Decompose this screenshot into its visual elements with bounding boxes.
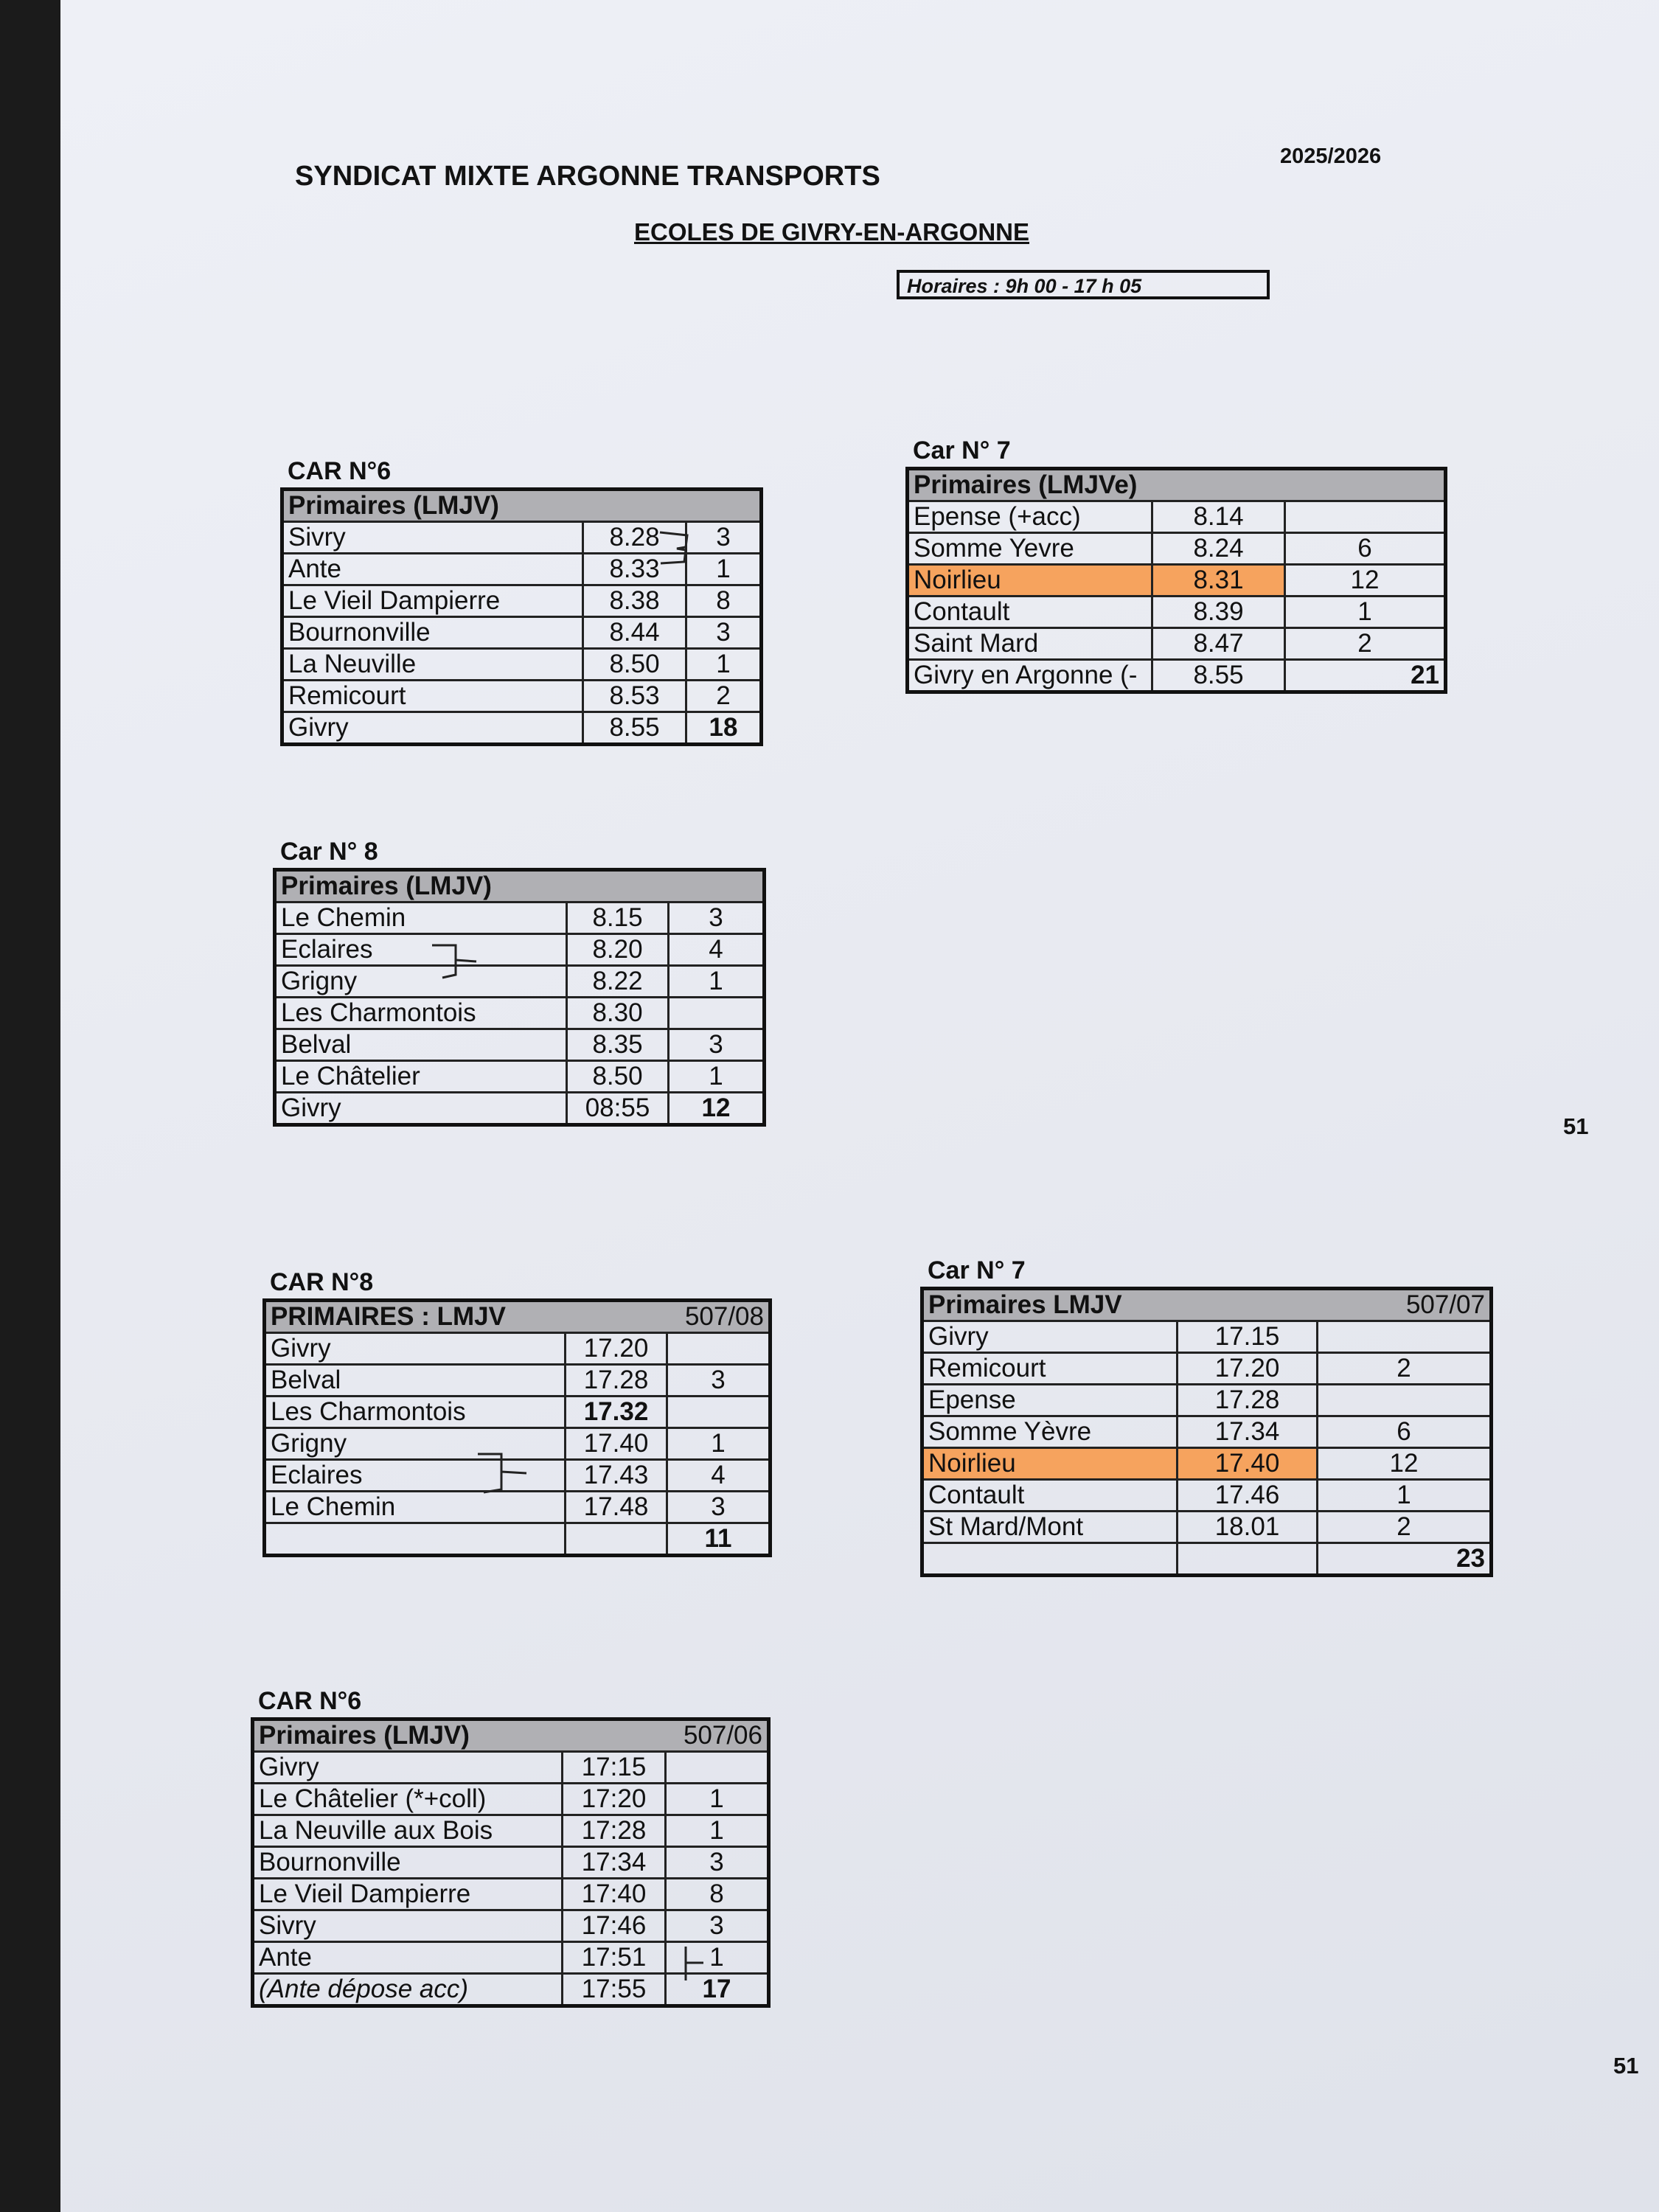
- pupil-count: 3: [686, 522, 762, 554]
- stop-time: 08:55: [567, 1093, 669, 1125]
- stop-name: Givry en Argonne (-: [908, 660, 1152, 692]
- line-code: 507/07: [1405, 1290, 1485, 1319]
- stop-time: 17.48: [566, 1492, 667, 1523]
- stop-time: 8.55: [1152, 660, 1285, 692]
- stop-name: Remicourt: [282, 681, 583, 712]
- stop-time: 8.24: [1152, 533, 1285, 565]
- stop-name: Les Charmontois: [275, 998, 567, 1029]
- car6-afternoon-title: CAR N°6: [258, 1687, 362, 1715]
- pupil-total: 18: [686, 712, 762, 745]
- stop-name: Saint Mard: [908, 628, 1152, 660]
- car7-morning-title: Car N° 7: [913, 437, 1011, 465]
- stop-time: 17.20: [1178, 1353, 1318, 1385]
- stop-name: Givry: [922, 1321, 1178, 1353]
- stop-name: Ante: [282, 554, 583, 585]
- stop-time: 17:51: [563, 1942, 666, 1974]
- stop-name: Givry: [275, 1093, 567, 1125]
- pupil-count: 6: [1285, 533, 1446, 565]
- stop-time: 17:15: [563, 1752, 666, 1784]
- pupil-count: 12: [1318, 1448, 1492, 1480]
- stop-name: (Ante dépose acc): [253, 1974, 563, 2006]
- pupil-count: 1: [666, 1942, 769, 1974]
- stop-name: Le Châtelier: [275, 1061, 567, 1093]
- stop-time: 8.47: [1152, 628, 1285, 660]
- pupil-count: 3: [686, 617, 762, 649]
- pupil-count: 8: [666, 1879, 769, 1910]
- stop-time: 8.55: [583, 712, 686, 745]
- pupil-count: 2: [1285, 628, 1446, 660]
- car8-morning-title: Car N° 8: [280, 838, 378, 866]
- pupil-count: 1: [686, 554, 762, 585]
- pupil-count: 1: [669, 966, 765, 998]
- pupil-total: 23: [1318, 1543, 1492, 1576]
- stop-time: 17.28: [566, 1365, 667, 1397]
- stop-name: Somme Yèvre: [922, 1416, 1178, 1448]
- school-name: ECOLES DE GIVRY-EN-ARGONNE: [634, 218, 1030, 246]
- stop-time: 17.28: [1178, 1385, 1318, 1416]
- stop-time: 17.43: [566, 1460, 667, 1492]
- stop-name: La Neuville aux Bois: [253, 1815, 563, 1847]
- stop-time: 17.15: [1178, 1321, 1318, 1353]
- page-number-right: 51: [1563, 1113, 1589, 1139]
- school-year: 2025/2026: [1280, 145, 1382, 168]
- pupil-count: 3: [669, 902, 765, 934]
- stop-name: Contault: [922, 1480, 1178, 1512]
- stop-time: 8.38: [583, 585, 686, 617]
- pupil-count: 2: [1318, 1353, 1492, 1385]
- bracket-mark: [478, 1454, 526, 1492]
- stop-name: Eclaires: [265, 1460, 566, 1492]
- stop-time: 8.20: [567, 934, 669, 966]
- organization-title: SYNDICAT MIXTE ARGONNE TRANSPORTS: [295, 161, 880, 192]
- stop-time: 8.53: [583, 681, 686, 712]
- pupil-count: 3: [666, 1910, 769, 1942]
- pupil-count: 2: [1318, 1512, 1492, 1543]
- stop-name: Le Chemin: [275, 902, 567, 934]
- stop-name: Sivry: [253, 1910, 563, 1942]
- stop-time: 17:34: [563, 1847, 666, 1879]
- car8-afternoon-title: CAR N°8: [270, 1268, 374, 1296]
- pupil-count: 6: [1318, 1416, 1492, 1448]
- stop-name: Contault: [908, 597, 1152, 628]
- bracket-mark: [686, 1947, 703, 1980]
- stop-time: 17:20: [563, 1784, 666, 1815]
- pupil-count: 1: [667, 1428, 771, 1460]
- stop-name: Le Châtelier (*+coll): [253, 1784, 563, 1815]
- stop-time: 8.15: [567, 902, 669, 934]
- stop-name: Sivry: [282, 522, 583, 554]
- car6-morning-title: CAR N°6: [288, 457, 392, 485]
- table-header: Primaires (LMJV): [282, 490, 762, 522]
- bracket-mark: [660, 532, 687, 563]
- stop-name: Epense (+acc): [908, 501, 1152, 533]
- pupil-count: 3: [666, 1847, 769, 1879]
- line-code: 507/06: [683, 1721, 762, 1750]
- stop-time: 8.50: [567, 1061, 669, 1093]
- pupil-count: 2: [686, 681, 762, 712]
- stop-time: 8.35: [567, 1029, 669, 1061]
- stop-time: 17:55: [563, 1974, 666, 2006]
- stop-time: 18.01: [1178, 1512, 1318, 1543]
- bracket-mark: [432, 945, 476, 978]
- stop-time: 8.31: [1152, 565, 1285, 597]
- stop-time: 8.50: [583, 649, 686, 681]
- pupil-count: 3: [669, 1029, 765, 1061]
- table-header: Primaires (LMJVe): [908, 469, 1446, 501]
- stop-name: La Neuville: [282, 649, 583, 681]
- stop-name: Givry: [282, 712, 583, 745]
- stop-name: Ante: [253, 1942, 563, 1974]
- stop-name: Le Vieil Dampierre: [253, 1879, 563, 1910]
- pupil-count: 12: [1285, 565, 1446, 597]
- stop-time: 17.34: [1178, 1416, 1318, 1448]
- stop-time: 8.14: [1152, 501, 1285, 533]
- stop-name: Somme Yevre: [908, 533, 1152, 565]
- pupil-count: 4: [669, 934, 765, 966]
- stop-name: St Mard/Mont: [922, 1512, 1178, 1543]
- stop-time: 8.33: [583, 554, 686, 585]
- pupil-count: 1: [1318, 1480, 1492, 1512]
- pupil-count: 1: [1285, 597, 1446, 628]
- stop-name: Eclaires: [275, 934, 567, 966]
- pupil-count: 1: [666, 1784, 769, 1815]
- stop-name: Belval: [275, 1029, 567, 1061]
- stop-name: Givry: [253, 1752, 563, 1784]
- car7-afternoon-title: Car N° 7: [928, 1256, 1026, 1284]
- stop-time: 8.22: [567, 966, 669, 998]
- pupil-count: 3: [667, 1365, 771, 1397]
- table-header-label: PRIMAIRES : LMJV: [271, 1302, 506, 1331]
- pupil-count: 4: [667, 1460, 771, 1492]
- pupil-count: 8: [686, 585, 762, 617]
- stop-time: 17.32: [566, 1397, 667, 1428]
- pupil-count: 1: [669, 1061, 765, 1093]
- stop-name: Grigny: [275, 966, 567, 998]
- stop-time: 17.20: [566, 1333, 667, 1365]
- pupil-count: 3: [667, 1492, 771, 1523]
- pupil-count: 1: [666, 1815, 769, 1847]
- stop-name: Epense: [922, 1385, 1178, 1416]
- pupil-total: 17: [666, 1974, 769, 2006]
- stop-name: Noirlieu: [908, 565, 1152, 597]
- pupil-total: 12: [669, 1093, 765, 1125]
- stop-name: Le Vieil Dampierre: [282, 585, 583, 617]
- hours-box: Horaires : 9h 00 - 17 h 05: [897, 270, 1270, 299]
- stop-time: 17.40: [1178, 1448, 1318, 1480]
- stop-name: Bournonville: [282, 617, 583, 649]
- line-code: 507/08: [684, 1302, 764, 1331]
- table-header: Primaires (LMJV): [275, 870, 765, 902]
- stop-time: 8.30: [567, 998, 669, 1029]
- stop-time: 17.46: [1178, 1480, 1318, 1512]
- stop-time: 8.39: [1152, 597, 1285, 628]
- pupil-total: 11: [667, 1523, 771, 1556]
- stop-name: Remicourt: [922, 1353, 1178, 1385]
- stop-name: Belval: [265, 1365, 566, 1397]
- stop-time: 8.44: [583, 617, 686, 649]
- stop-time: 8.28: [583, 522, 686, 554]
- table-header-label: Primaires (LMJV): [259, 1721, 470, 1750]
- stop-time: 17.40: [566, 1428, 667, 1460]
- page-number-bottom: 51: [1613, 2053, 1639, 2079]
- stop-time: 17:40: [563, 1879, 666, 1910]
- stop-name: Bournonville: [253, 1847, 563, 1879]
- pupil-total: 21: [1285, 660, 1446, 692]
- stop-time: 17:28: [563, 1815, 666, 1847]
- stop-name: Givry: [265, 1333, 566, 1365]
- stop-name: Noirlieu: [922, 1448, 1178, 1480]
- stop-name: Grigny: [265, 1428, 566, 1460]
- table-header-label: Primaires LMJV: [928, 1290, 1122, 1319]
- pupil-count: 1: [686, 649, 762, 681]
- stop-name: Le Chemin: [265, 1492, 566, 1523]
- stop-time: 17:46: [563, 1910, 666, 1942]
- stop-name: Les Charmontois: [265, 1397, 566, 1428]
